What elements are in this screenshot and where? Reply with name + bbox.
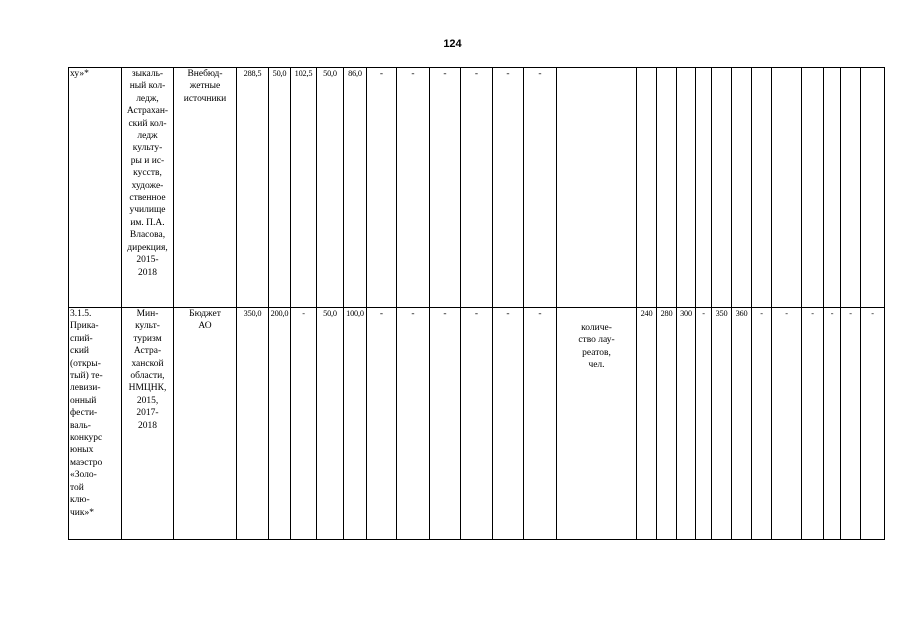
- target-value-cell: [752, 68, 772, 308]
- target-value-cell: [657, 68, 677, 308]
- target-value-cell: -: [861, 308, 885, 540]
- target-value-cell: [696, 68, 712, 308]
- target-value-cell: 360: [732, 308, 752, 540]
- target-value-cell: 300: [677, 308, 696, 540]
- dash-cell: -: [461, 68, 493, 308]
- amount-cell: 350,0: [237, 308, 269, 540]
- dash-cell: -: [461, 308, 493, 540]
- amount-cell: 50,0: [317, 68, 344, 308]
- dash-cell: -: [524, 68, 557, 308]
- target-value-cell: -: [752, 308, 772, 540]
- amount-cell: 200,0: [269, 308, 291, 540]
- target-value-cell: -: [824, 308, 841, 540]
- amount-cell: 50,0: [269, 68, 291, 308]
- target-value-cell: 280: [657, 308, 677, 540]
- target-value-cell: [824, 68, 841, 308]
- target-value-cell: [712, 68, 732, 308]
- target-value-cell: -: [802, 308, 824, 540]
- funding-source-cell: Внебюд- жетные источники: [174, 68, 237, 308]
- target-value-cell: [732, 68, 752, 308]
- dash-cell: -: [397, 68, 430, 308]
- dash-cell: -: [524, 308, 557, 540]
- target-value-cell: [772, 68, 802, 308]
- target-value-cell: [802, 68, 824, 308]
- amount-cell: -: [291, 308, 317, 540]
- dash-cell: -: [430, 308, 461, 540]
- dash-cell: -: [493, 68, 524, 308]
- table-row: [69, 68, 885, 308]
- target-value-cell: -: [696, 308, 712, 540]
- indicator-cell: [557, 68, 637, 308]
- table-body: [69, 68, 885, 540]
- dash-cell: -: [397, 308, 430, 540]
- target-value-cell: [677, 68, 696, 308]
- amount-cell: 288,5: [237, 68, 269, 308]
- target-value-cell: [841, 68, 861, 308]
- indicator-cell: количе- ство лау- реатов, чел.: [557, 308, 637, 540]
- dash-cell: -: [493, 308, 524, 540]
- target-value-cell: 240: [637, 308, 657, 540]
- executor-cell: Мин- культ- туризм Астра- ханской области, НМЦНК, 2015, 2017- 2018: [122, 308, 174, 540]
- executor-cell: зыкаль- ный кол- ледж, Астрахан- ский кол- ледж культу- ры и ис- кусств, художе- ственное училище им. П.А. Власова, дирекция, 2015- 2018: [122, 68, 174, 308]
- target-value-cell: [861, 68, 885, 308]
- amount-cell: 86,0: [344, 68, 367, 308]
- funding-source-cell: Бюджет АО: [174, 308, 237, 540]
- amount-cell: 100,0: [344, 308, 367, 540]
- target-value-cell: -: [841, 308, 861, 540]
- target-value-cell: [637, 68, 657, 308]
- amount-cell: 50,0: [317, 308, 344, 540]
- target-value-cell: 350: [712, 308, 732, 540]
- dash-cell: -: [367, 308, 397, 540]
- page-number: 124: [443, 38, 462, 50]
- dash-cell: -: [367, 68, 397, 308]
- table-row: [69, 308, 885, 540]
- target-value-cell: -: [772, 308, 802, 540]
- program-table: [68, 67, 885, 540]
- amount-cell: 102,5: [291, 68, 317, 308]
- event-name-cell: ху»*: [69, 68, 122, 308]
- event-name-cell: 3.1.5. Прика- спий- ский (откры- тый) те- левизи- онный фести- валь- конкурс юных маэстро «Золо- той клю- чик»*: [69, 308, 122, 540]
- dash-cell: -: [430, 68, 461, 308]
